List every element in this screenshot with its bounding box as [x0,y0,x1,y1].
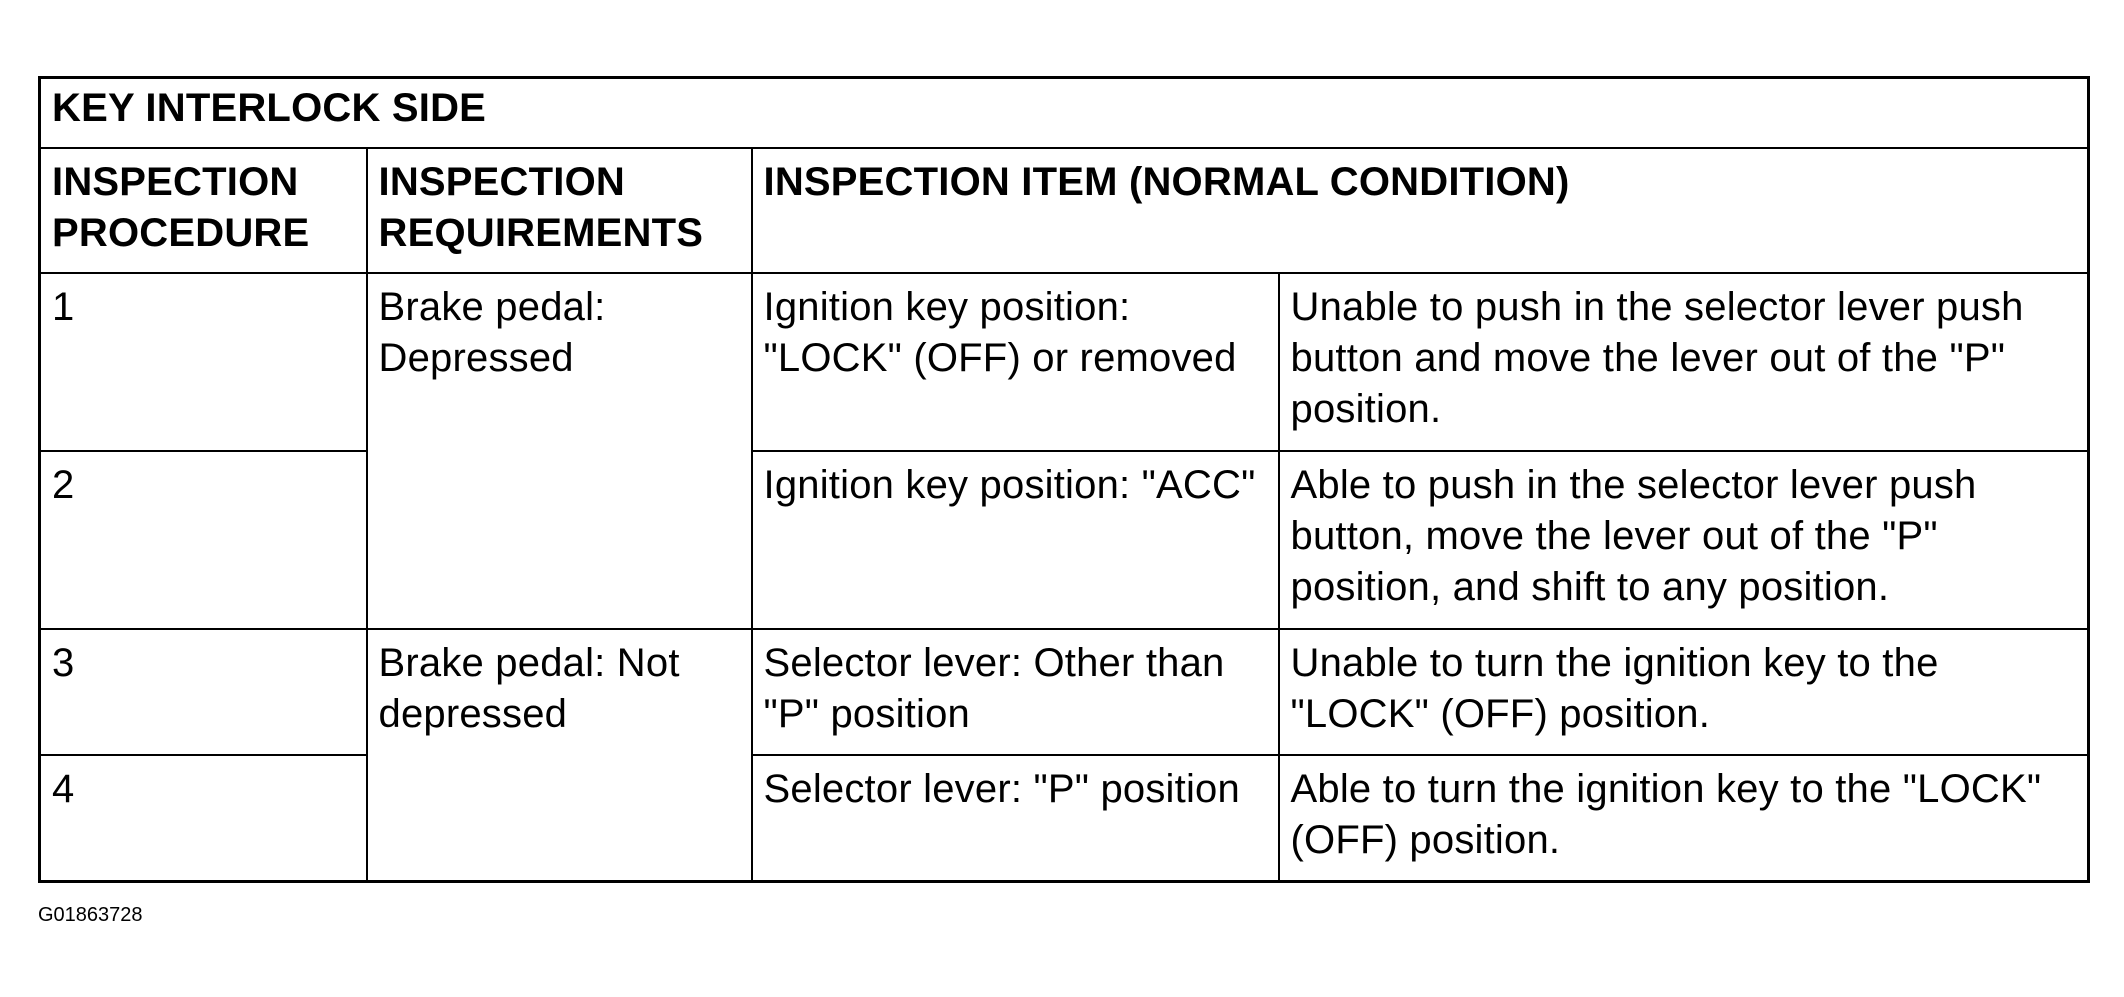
table-row [40,629,2089,755]
table-title-row [40,78,2089,149]
figure-id: G01863728 [38,904,143,926]
inspection-table-container [38,76,2087,883]
procedure-number: 1 [40,273,367,451]
condition-cell: Selector lever: Other than "P" position [752,629,1279,755]
result-cell: Able to turn the ignition key to the "LOCK" (OFF) position. [1279,755,2089,882]
procedure-number: 4 [40,755,367,882]
header-inspection-requirements: INSPECTION REQUIREMENTS [367,148,752,273]
condition-cell: Ignition key position: "LOCK" (OFF) or removed [752,273,1279,451]
key-interlock-inspection-table [38,76,2090,883]
table-row [40,273,2089,451]
condition-cell: Selector lever: "P" position [752,755,1279,882]
header-inspection-procedure: INSPECTION PROCEDURE [40,148,367,273]
result-cell: Able to push in the selector lever push button, move the lever out of the "P" position, and shift to any position. [1279,451,2089,629]
requirement-cell: Brake pedal: Not depressed [367,629,752,882]
result-cell: Unable to push in the selector lever push button and move the lever out of the "P" position. [1279,273,2089,451]
procedure-number: 3 [40,629,367,755]
table-row [40,451,2089,629]
result-cell: Unable to turn the ignition key to the "LOCK" (OFF) position. [1279,629,2089,755]
header-inspection-item: INSPECTION ITEM (NORMAL CONDITION) [752,148,2089,273]
requirement-cell: Brake pedal: Depressed [367,273,752,629]
table-row [40,755,2089,882]
table-header-row [40,148,2089,273]
procedure-number: 2 [40,451,367,629]
condition-cell: Ignition key position: "ACC" [752,451,1279,629]
table-title: KEY INTERLOCK SIDE [40,78,2089,149]
